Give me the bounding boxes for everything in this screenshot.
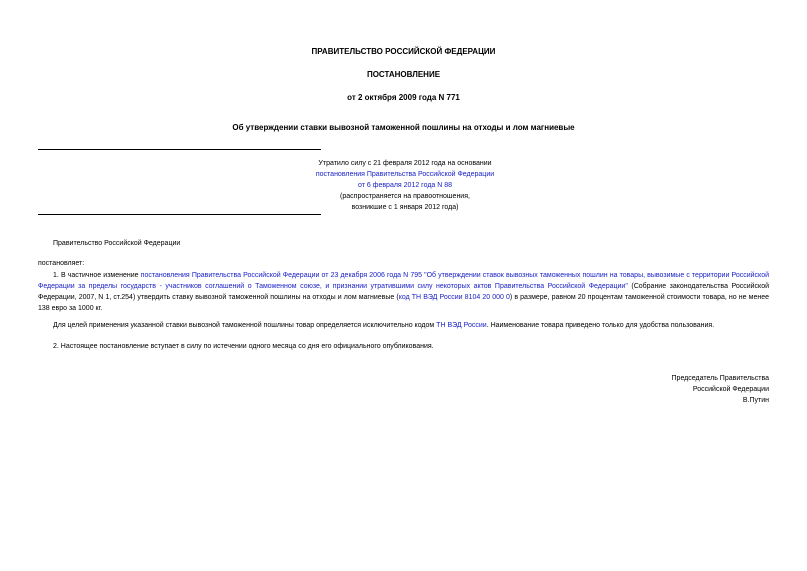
government-heading: ПРАВИТЕЛЬСТВО РОССИЙСКОЙ ФЕДЕРАЦИИ bbox=[311, 47, 496, 56]
divider-bottom bbox=[38, 214, 321, 215]
paragraph-1-middle: (Собрание законодательства Российской Федерации, 2007, N 1, ст.254) утвердить ставку вывозной таможенной пошлины на отходы и лом магниевые ( bbox=[38, 283, 769, 301]
signature-block bbox=[672, 373, 769, 406]
signature-name: В.Путин bbox=[742, 397, 769, 404]
document-type: ПОСТАНОВЛЕНИЕ bbox=[366, 70, 441, 79]
document-title: Об утверждении ставки вывозной таможенной пошлины на отходы и лом магниевые bbox=[232, 123, 575, 132]
tn-ved-code-link[interactable]: код ТН ВЭД России 8104 20 000 0 bbox=[398, 294, 510, 301]
signature-position: Председатель Правительства bbox=[671, 375, 769, 382]
status-note-line: Утратило силу с 21 февраля 2012 года на основании bbox=[318, 160, 492, 167]
status-note bbox=[240, 158, 570, 213]
paragraph-1-end: ) в размере, равном 20 процентам таможенной стоимости товара, но не менее 138 евро за 1000 кг. bbox=[38, 294, 769, 312]
paragraph-2 bbox=[38, 320, 769, 331]
paragraph-2-start: Для целей применения указанной ставки вывозной таможенной пошлины товар определяется исключительно кодом bbox=[53, 322, 437, 329]
paragraph-3: 2. Настоящее постановление вступает в силу по истечении одного месяца со дня его официального опубликования. bbox=[53, 343, 434, 350]
paragraph-1-start: 1. В частичное изменение bbox=[53, 272, 141, 279]
document-date-number: от 2 октября 2009 года N 771 bbox=[347, 93, 460, 102]
divider-top bbox=[38, 149, 321, 150]
decree-word: постановляет: bbox=[38, 260, 85, 267]
decree-795-link[interactable]: постановления Правительства Российской Федерации от 23 декабря 2006 года N 795 "Об утверждении ставок вывозных таможенных пошлин на товары, вывозимые с территории Российской Федерации за пределы государств - участников соглашений о Таможенном союзе, и признании утратившими силу некоторых актов Правительства Российской Федерации" bbox=[38, 272, 770, 290]
status-note-line: возникшие с 1 января 2012 года) bbox=[351, 204, 459, 211]
status-note-line: (распространяется на правоотношения, bbox=[340, 193, 470, 200]
tn-ved-link[interactable]: ТН ВЭД России bbox=[436, 322, 487, 329]
paragraph-1 bbox=[38, 270, 769, 314]
repeal-decree-date-link[interactable]: от 6 февраля 2012 года N 88 bbox=[357, 182, 453, 189]
decree-subject: Правительство Российской Федерации bbox=[53, 240, 181, 247]
signature-organization: Российской Федерации bbox=[692, 386, 769, 393]
repeal-decree-link[interactable]: постановления Правительства Российской Федерации bbox=[315, 171, 495, 178]
paragraph-2-end: . Наименование товара приведено только для удобства пользования. bbox=[486, 322, 715, 329]
